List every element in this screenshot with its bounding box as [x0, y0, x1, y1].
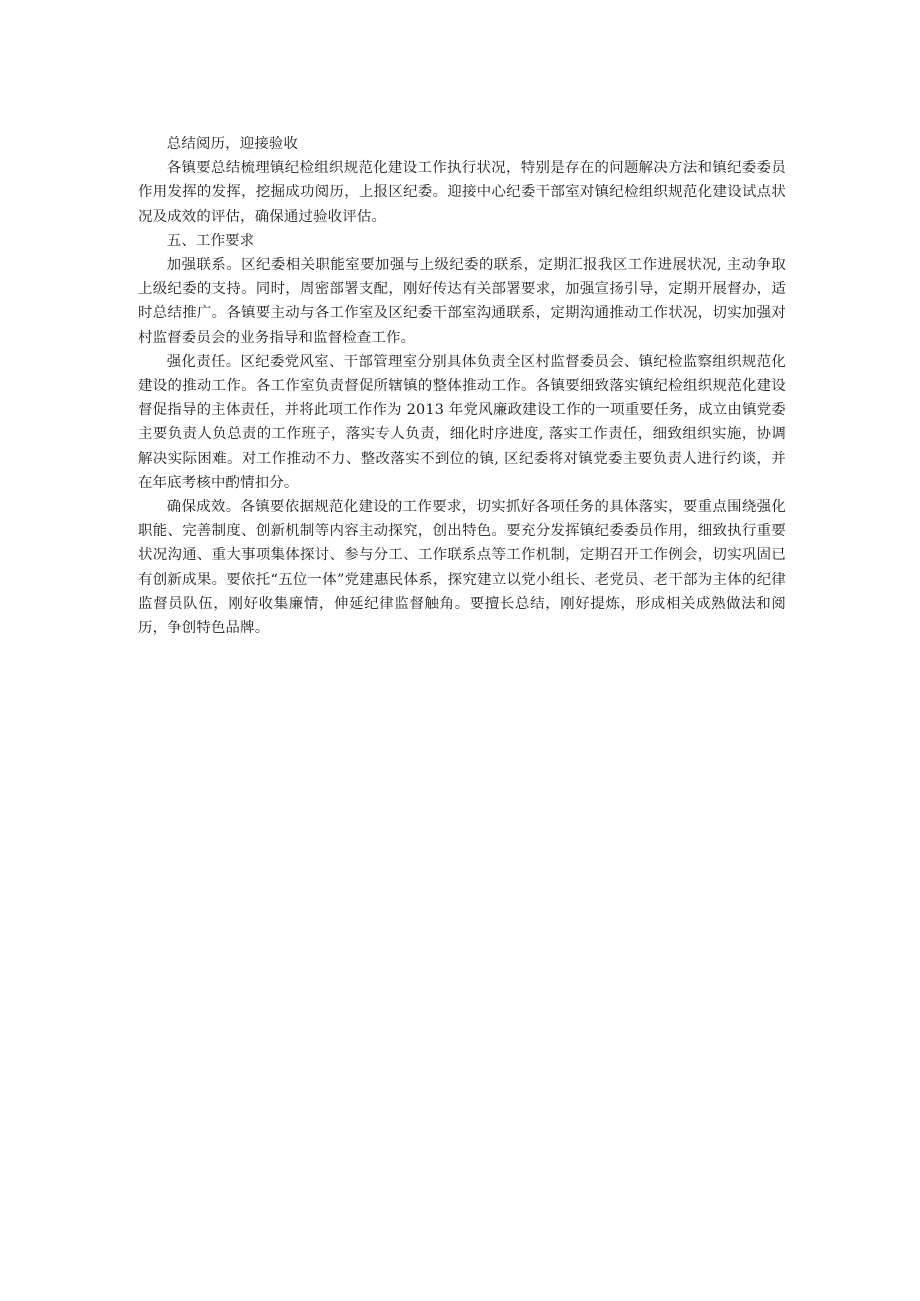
document-body	[138, 132, 786, 640]
paragraph-strengthen-responsibility: 强化责任。区纪委党风室、干部管理室分别具体负责全区村监督委员会、镇纪检监察组织规范化建设的推动工作。各工作室负责督促所辖镇的整体推动工作。各镇要细致落实镇纪检组织规范化建设督促指导的主体责任，并将此项工作作为 2013 年党风廉政建设工作的一项重要任务，成立由镇党委主要负责人负总责的工作班子，落实专人负责，细化时序进度, 落实工作责任，细致组织实施，协调解决实际困难。对工作推动不力、整改落实不到位的镇, 区纪委将对镇党委主要负责人进行约谈，并在年底考核中酌情扣分。	[138, 353, 786, 491]
paragraph-ensure-results: 确保成效。各镇要依据规范化建设的工作要求，切实抓好各项任务的具体落实，要重点围绕强化职能、完善制度、创新机制等内容主动探究，创出特色。要充分发挥镇纪委委员作用，细致执行重要状况沟通、重大事项集体探讨、参与分工、工作联系点等工作机制，定期召开工作例会，切实巩固已有创新成果。要依托“五位一体”党建惠民体系，探究建立以党小组长、老党员、老干部为主体的纪律监督员队伍，刚好收集廉情，伸延纪律监督触角。要擅长总结，刚好提炼，形成相关成熟做法和阅历，争创特色品牌。	[138, 499, 786, 637]
section-heading-summary: 总结阅历，迎接验收	[166, 136, 299, 152]
section-heading-work-requirements: 五、工作要求	[166, 232, 255, 249]
paragraph-strengthen-contact: 加强联系。区纪委相关职能室要加强与上级纪委的联系，定期汇报我区工作进展状况, 主动争取上级纪委的支持。同时，周密部署支配，刚好传达有关部署要求，加强宣扬引导，定期开展督办，适时总结推广。各镇要主动与各工作室及区纪委干部室沟通联系，定期沟通推动工作状况，切实加强对村监督委员会的业务指导和监督检查工作。	[138, 257, 786, 346]
paragraph-summary: 各镇要总结梳理镇纪检组织规范化建设工作执行状况，特别是存在的问题解决方法和镇纪委委员作用发挥的发挥，挖掘成功阅历，上报区纪委。迎接中心纪委干部室对镇纪检组织规范化建设试点状况及成效的评估，确保通过验收评估。	[138, 160, 786, 225]
